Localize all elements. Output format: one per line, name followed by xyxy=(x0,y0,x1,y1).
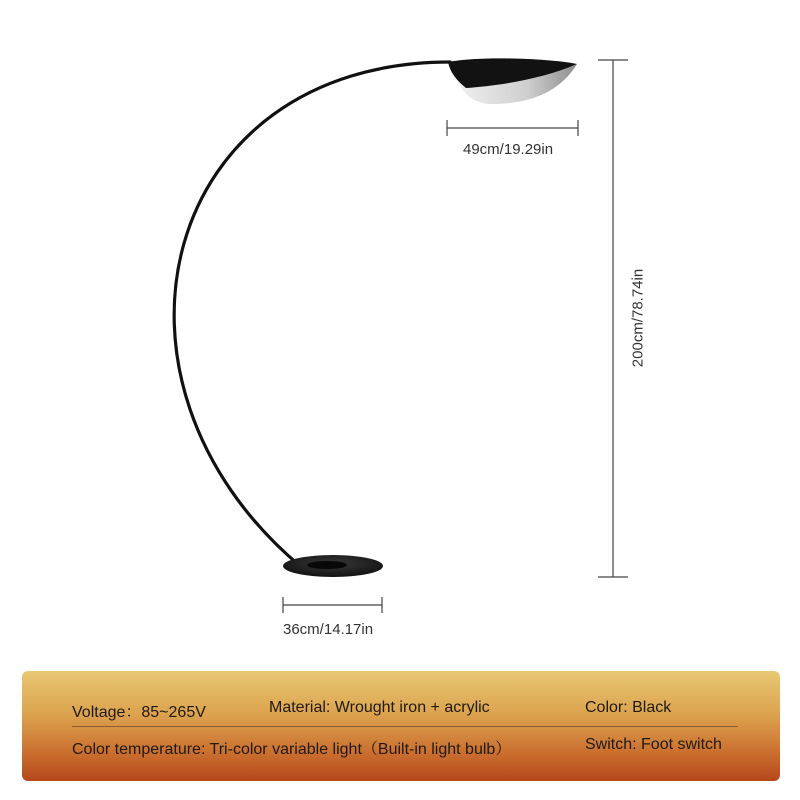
spec-switch: Switch: Foot switch xyxy=(585,736,722,753)
lamp-arc-pole xyxy=(174,62,450,566)
shade-width-label: 49cm/19.29in xyxy=(463,141,554,158)
height-label: 200cm/78.74in xyxy=(629,268,647,368)
spec-color-temperature: Color temperature: Tri-color variable light（Built-in light bulb） xyxy=(72,741,512,758)
spec-material: Material: Wrought iron + acrylic xyxy=(269,699,490,716)
lamp-shade xyxy=(448,58,577,104)
shade-width-dimension-line xyxy=(447,120,578,136)
spec-voltage: Voltage：85~265V xyxy=(72,704,206,721)
spec-color: Color: Black xyxy=(585,699,672,716)
lamp-base xyxy=(283,555,383,577)
base-width-dimension-line xyxy=(283,597,382,613)
base-width-label: 36cm/14.17in xyxy=(283,621,374,638)
spec-divider xyxy=(72,726,738,727)
spec-panel xyxy=(22,671,780,781)
height-dimension-line xyxy=(598,60,628,577)
